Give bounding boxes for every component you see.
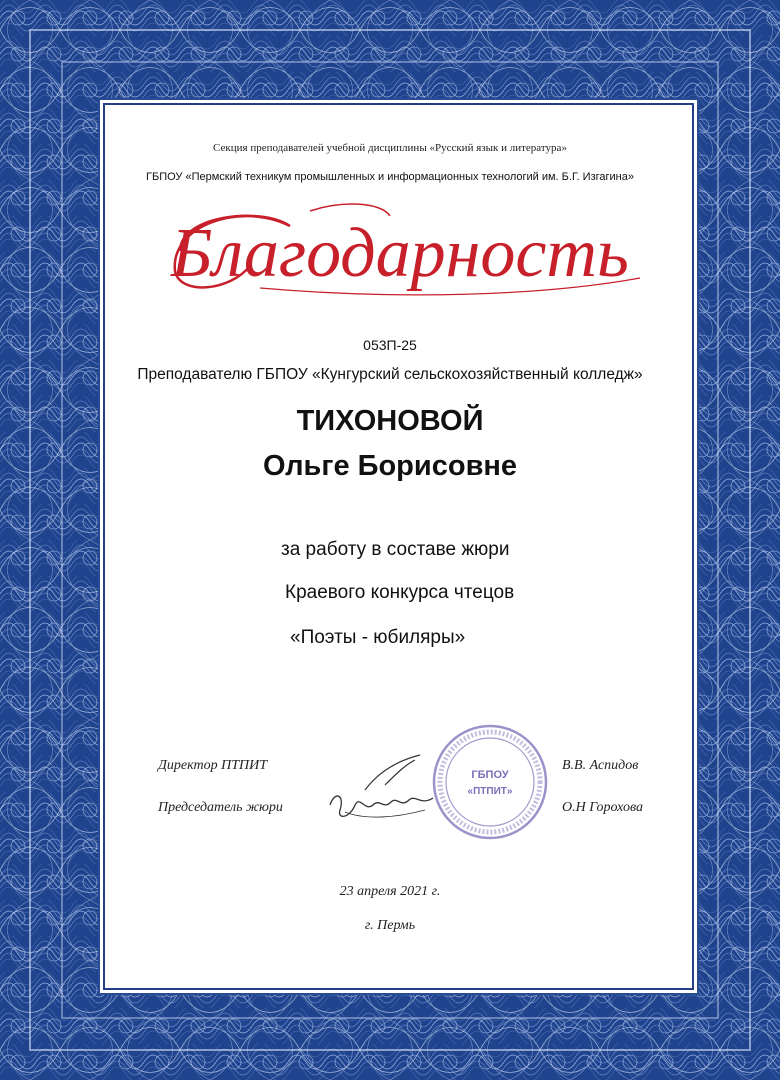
issue-city: г. Пермь <box>364 918 416 933</box>
reason-line-2: Краевого конкурса чтецов <box>285 582 515 603</box>
stamp-line-2: «ПТПИТ» <box>467 786 513 797</box>
official-stamp <box>430 722 550 842</box>
recipient-name: Ольге Борисовне <box>262 450 518 482</box>
issue-date: 23 апреля 2021 г. <box>339 884 441 899</box>
organization-line: ГБПОУ «Пермский техникум промышленных и информационных технологий им. Б.Г. Изгагина» <box>146 171 634 183</box>
recipient-surname: ТИХОНОВОЙ <box>296 405 484 437</box>
jury-chair-name: О.Н Горохова <box>562 800 644 815</box>
recipient-line: Преподавателю ГБПОУ «Кунгурский сельскохозяйственный колледж» <box>137 366 643 383</box>
jury-chair-title: Председатель жюри <box>158 800 283 815</box>
reason-line-3: «Поэты - юбиляры» <box>290 627 466 648</box>
stamp-line-1: ГБПОУ <box>471 769 509 781</box>
title-calligraphy <box>140 196 660 306</box>
title-block <box>140 196 660 306</box>
director-name: В.В. Аспидов <box>562 758 639 773</box>
handwritten-signatures <box>325 750 445 830</box>
section-line: Секция преподавателей учебной дисциплины «Русский язык и литература» <box>213 142 567 154</box>
director-title: Директор ПТПИТ <box>158 758 267 773</box>
reason-line-1: за работу в составе жюри <box>281 539 510 560</box>
registration-number: 053П-25 <box>363 337 417 353</box>
title-text: Благодарность <box>171 215 629 292</box>
